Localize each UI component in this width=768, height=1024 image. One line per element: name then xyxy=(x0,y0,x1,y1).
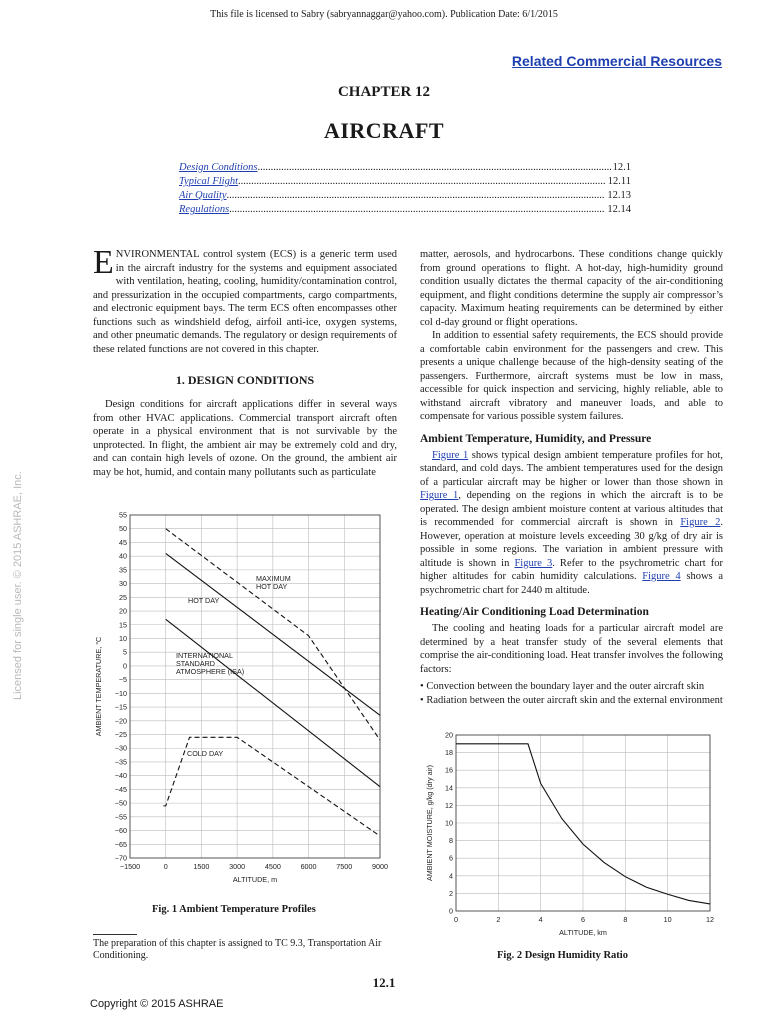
y-tick-label: 50 xyxy=(119,524,127,534)
x-axis-label: ALTITUDE, km xyxy=(559,928,607,937)
y-tick-label: −20 xyxy=(114,716,127,726)
y-tick-label: 5 xyxy=(123,647,127,657)
intro-text: NVIRONMENTAL control system (ECS) is a generic term used in the aircraft industry for the systems and equipment associated with ventilation, heating, cooling, humidity/contamination control, and pressurization in the occupied compartments, cargo compartments, and electronic equipment bays. The term ECS often encompasses other functions such as windshield defog, airfoil anti-ice, oxygen systems, and other pneumatic demands. The regulatory or design requirements of these related functions are not covered in this chapter. xyxy=(93,249,397,355)
toc-leader xyxy=(257,162,610,176)
left-column-text xyxy=(93,244,397,479)
subheading-ambient: Ambient Temperature, Humidity, and Pressure xyxy=(420,432,652,445)
series-label: COLD DAY xyxy=(187,749,224,758)
y-tick-label: 10 xyxy=(119,633,127,643)
figure-2-chart xyxy=(420,725,725,945)
x-tick-label: 7500 xyxy=(336,862,353,871)
series-label: ATMOSPHERE (ISA) xyxy=(176,667,245,676)
y-axis-label: AMBIENT MOISTURE, g/kg (dry air) xyxy=(425,764,434,882)
series-label: HOT DAY xyxy=(256,582,288,591)
y-tick-label: 20 xyxy=(119,606,127,616)
page-title: AIRCRAFT xyxy=(323,118,445,143)
figure-1-caption: Fig. 1 Ambient Temperature Profiles xyxy=(152,904,316,915)
y-tick-label: −15 xyxy=(114,702,127,712)
x-axis-label: ALTITUDE, m xyxy=(232,875,278,884)
x-tick-label: 4 xyxy=(538,915,543,924)
x-tick-label: 6000 xyxy=(300,862,317,871)
toc-link-air-quality[interactable]: Air Quality xyxy=(179,190,227,201)
subheading-heating: Heating/Air Conditioning Load Determination xyxy=(420,606,649,618)
x-tick-label: 0 xyxy=(454,915,458,924)
y-tick-label: 14 xyxy=(445,783,453,793)
series-label: HOT DAY xyxy=(188,596,220,605)
y-tick-label: 0 xyxy=(449,906,453,916)
y-tick-label: −40 xyxy=(114,771,127,781)
y-tick-label: 25 xyxy=(119,592,127,602)
y-tick-label: −10 xyxy=(114,688,127,698)
toc-link-design-conditions[interactable]: Design Conditions xyxy=(179,162,258,173)
page-number: 12.1 xyxy=(372,975,396,990)
y-tick-label: −45 xyxy=(114,784,127,794)
y-tick-label: 40 xyxy=(119,551,127,561)
y-tick-label: 20 xyxy=(445,730,453,740)
drop-cap: E xyxy=(93,244,114,281)
ambient-text: shows typical design ambient temperature profiles for hot, standard, and cold days. The ambient temperatures used for the design of a particular aircraft may be higher or lower than those shown in xyxy=(420,449,723,488)
toc-link-typical-flight[interactable]: Typical Flight xyxy=(179,176,239,187)
toc-link-regulations[interactable]: Regulations xyxy=(179,204,230,215)
x-tick-label: 10 xyxy=(663,915,672,924)
ambient-text: . Refer to the psychrometric chart for higher altitudes for cabin humidity calculations. xyxy=(420,557,723,582)
figure-1-chart xyxy=(90,505,400,895)
toc-leader xyxy=(227,190,606,204)
y-tick-label: −60 xyxy=(114,826,127,836)
toc-leader xyxy=(229,204,605,218)
y-tick-label: 15 xyxy=(119,620,127,630)
ambient-text: , depending on the regions in which the aircraft is to be operated. The design ambient moisture content at various altitudes that is recommended for commercial aircraft is shown in xyxy=(420,490,723,528)
y-tick-label: 4 xyxy=(449,871,453,881)
toc-entry[interactable] xyxy=(179,190,631,204)
bullet-list xyxy=(420,680,723,707)
y-tick-label: −35 xyxy=(114,757,127,767)
y-tick-label: 45 xyxy=(119,537,127,547)
section-heading-design-conditions: 1. DESIGN CONDITIONS xyxy=(175,373,315,387)
series-label: INTERNATIONAL xyxy=(176,651,233,660)
y-tick-label: −70 xyxy=(114,853,127,863)
y-tick-label: −65 xyxy=(114,839,127,849)
license-notice: This file is licensed to Sabry (sabryannaggar@yahoo.com). Publication Date: 6/1/2015 xyxy=(210,9,558,20)
side-license-watermark: Licensed for single user. © 2015 ASHRAE, Inc. xyxy=(12,471,24,700)
x-tick-label: 0 xyxy=(163,862,168,871)
figure-1-link[interactable]: Figure 1 xyxy=(432,449,469,461)
footnote-rule xyxy=(93,934,137,935)
y-tick-label: −5 xyxy=(118,675,127,685)
y-tick-label: 30 xyxy=(119,579,127,589)
heating-paragraph: The cooling and heating loads for a particular aircraft model are determined by a heat transfer study of the several elements that comprise the air-conditioning load. Heat transfer involves the following factors: xyxy=(420,623,723,675)
y-tick-label: −50 xyxy=(114,798,127,808)
y-tick-label: 8 xyxy=(449,836,453,846)
list-item: • Convection between the boundary layer and the outer aircraft skin xyxy=(420,681,705,692)
x-tick-label: 9000 xyxy=(372,862,388,871)
chapter-label: CHAPTER 12 xyxy=(337,84,431,100)
x-tick-label: 6 xyxy=(581,915,585,924)
figure-3-link[interactable]: Figure 3 xyxy=(514,557,553,569)
y-tick-label: 16 xyxy=(445,765,453,775)
x-tick-label: 4500 xyxy=(264,862,281,871)
copyright: Copyright © 2015 ASHRAE xyxy=(90,998,224,1010)
toc-page: 12.1 xyxy=(612,162,631,173)
y-tick-label: 18 xyxy=(445,748,453,758)
y-tick-label: −25 xyxy=(114,730,127,740)
series-label: MAXIMUM xyxy=(256,574,291,583)
right-column-text xyxy=(420,248,723,707)
y-tick-label: 0 xyxy=(123,661,127,671)
intro-paragraph xyxy=(93,244,397,356)
x-tick-label: 3000 xyxy=(229,862,246,871)
ecs-paragraph: In addition to essential safety requirements, the ECS should provide a comfortable cabin environment for the passengers and crew. This presents a unique challenge because of the high-density seating of the passengers. Furthermore, aircraft systems must be low in mass, accessible for quick inspection and servicing, highly reliable, able to withstand aircraft vibratory and maneuver loads, and able to compensate for various possible system failures. xyxy=(420,330,723,422)
figure-4-link[interactable]: Figure 4 xyxy=(642,571,681,582)
y-tick-label: −30 xyxy=(114,743,127,753)
x-tick-label: −1500 xyxy=(119,862,141,871)
toc-entry[interactable] xyxy=(179,162,631,176)
y-tick-label: 55 xyxy=(119,510,127,520)
toc-entry[interactable] xyxy=(179,176,631,190)
list-item: • Radiation between the outer aircraft skin and the external environment xyxy=(420,694,723,706)
toc-page: 12.11 xyxy=(607,176,631,187)
ambient-paragraph xyxy=(420,449,723,598)
figure-1-link[interactable]: Figure 1 xyxy=(420,490,459,501)
toc-page: 12.14 xyxy=(607,204,631,215)
conditions-paragraph: matter, aerosols, and hydrocarbons. These conditions change quickly from ground operations to flight. A hot-day, high-humidity ground condition usually dictates the thermal capacity of the air-conditioning equipment, and flight conditions determine the supply air compressor’s capacity. Maximum heating requirements can be determined by either col d-day ground or flight operations. xyxy=(420,249,723,328)
toc-entry[interactable] xyxy=(179,204,631,218)
y-tick-label: 6 xyxy=(449,853,453,863)
y-axis-label: AMBIENT TEMPERATURE, °C xyxy=(94,636,103,737)
y-tick-label: 10 xyxy=(445,818,453,828)
y-tick-label: 2 xyxy=(449,888,453,898)
design-conditions-paragraph: Design conditions for aircraft applications differ in several ways from other HVAC applications. Commercial transport aircraft often operate in a physical environment that is not survivable by the unprotected. In flight, the ambient air may be extremely cold and dry, and can contain high levels of ozone. On the ground, the ambient air may be hot, humid, and contain many pollutants such as particulate xyxy=(93,399,397,478)
y-tick-label: 12 xyxy=(445,800,453,810)
ambient-text: . However, operation at moisture levels exceeding 30 g/kg of dry air is possible in some regions. The variation in ambient pressure with altitude is shown in xyxy=(420,517,723,569)
figure-2-caption: Fig. 2 Design Humidity Ratio xyxy=(497,950,628,961)
x-tick-label: 1500 xyxy=(193,862,210,871)
toc-leader xyxy=(238,176,606,190)
y-tick-label: 35 xyxy=(119,565,127,575)
related-resources-link[interactable]: Related Commercial Resources xyxy=(511,53,722,69)
toc-page: 12.13 xyxy=(607,190,631,201)
series-label: STANDARD xyxy=(176,659,216,668)
y-tick-label: −55 xyxy=(114,812,127,822)
x-tick-label: 2 xyxy=(496,915,501,924)
figure-2-link[interactable]: Figure 2 xyxy=(680,517,721,528)
ambient-text: shows a psychrometric chart for 2440 m altitude. xyxy=(420,571,723,596)
footnote: The preparation of this chapter is assigned to TC 9.3, Transportation Air Conditioning. xyxy=(93,938,382,961)
x-tick-label: 12 xyxy=(706,915,714,924)
x-tick-label: 8 xyxy=(623,915,628,924)
